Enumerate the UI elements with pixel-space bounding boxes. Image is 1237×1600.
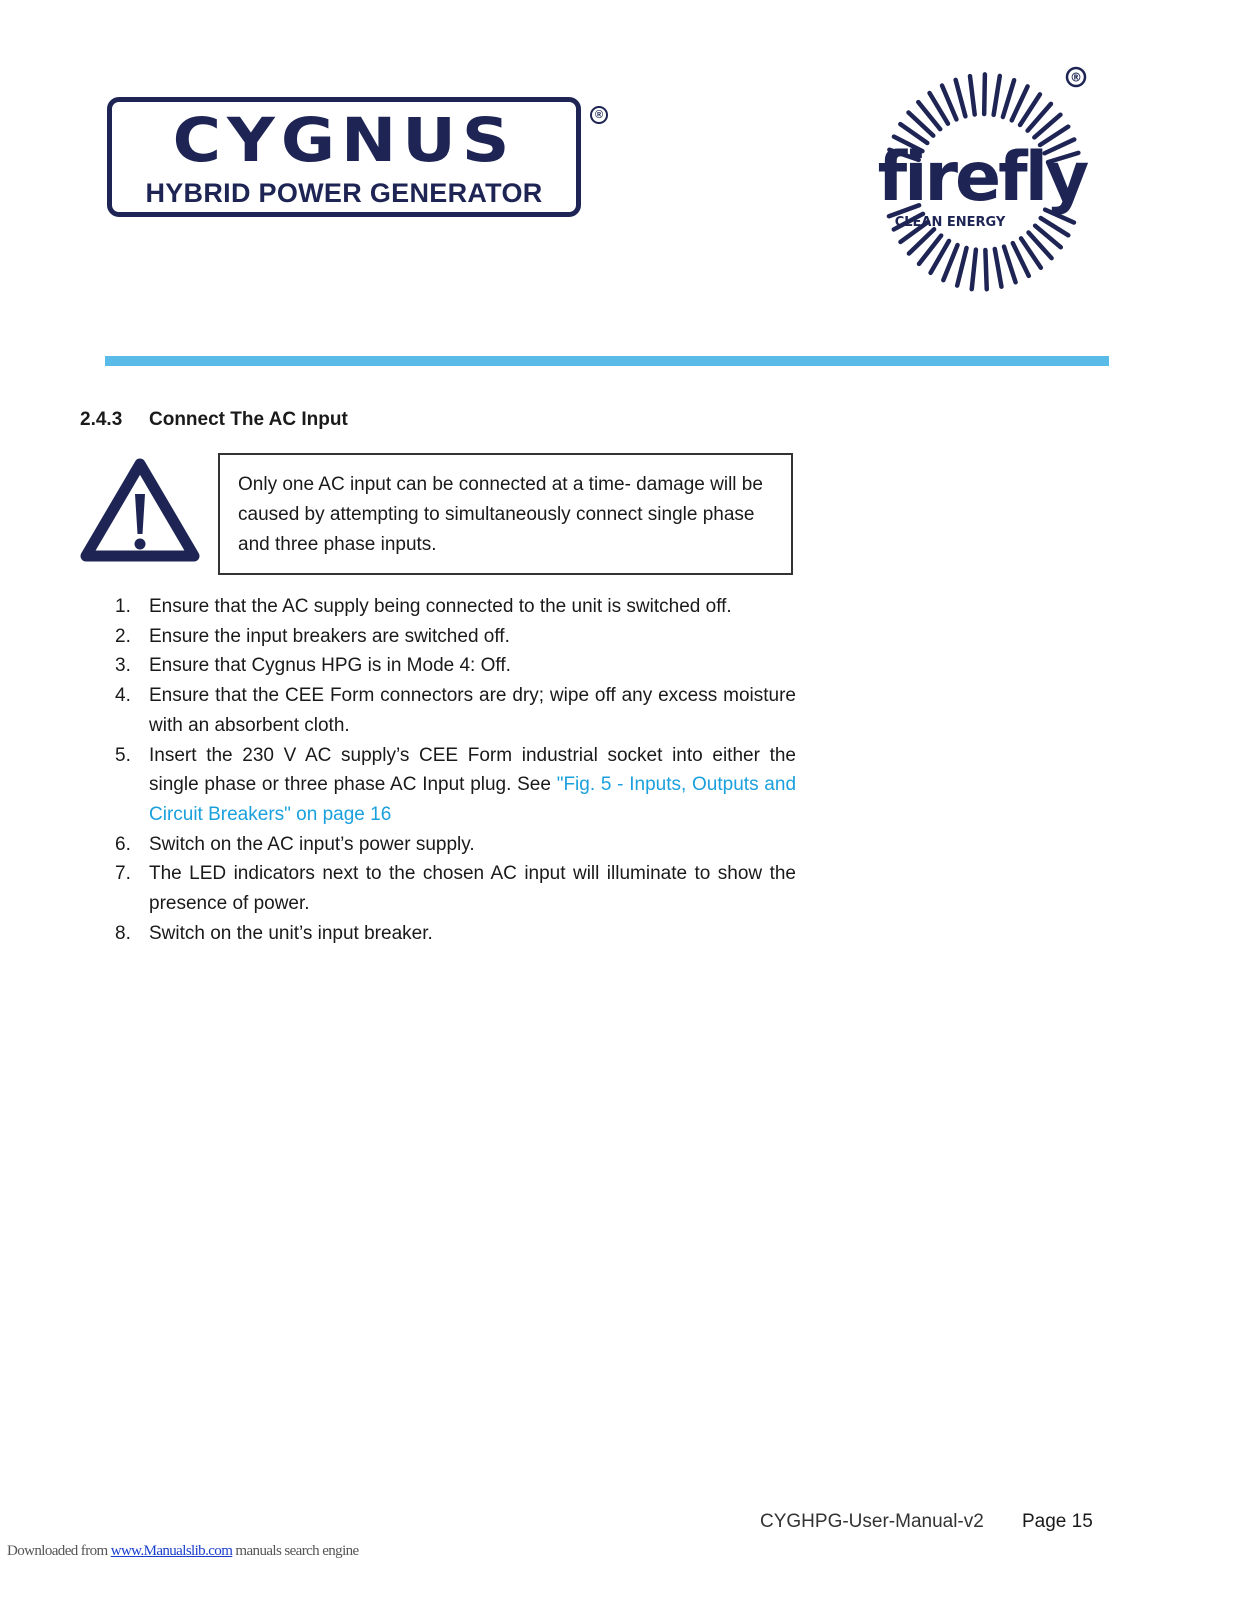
list-item — [115, 622, 796, 652]
list-item — [115, 830, 796, 860]
cygnus-logo-subtitle: HYBRID POWER GENERATOR — [145, 178, 543, 208]
section-title: Connect The AC Input — [149, 409, 348, 430]
cygnus-logo — [107, 97, 581, 217]
step-text: Insert the 230 V AC supply’s CEE Form industrial socket into either the single phase or three phase AC Input plug. See — [149, 744, 796, 796]
firefly-ray — [994, 76, 1000, 115]
manualslib-link[interactable]: www.Manualslib.com — [110, 1543, 233, 1559]
cygnus-registered-mark: ® — [590, 106, 608, 124]
step-text: Ensure that the AC supply being connected to the unit is switched off. — [149, 596, 732, 617]
step-number: 1. — [115, 596, 131, 617]
firefly-ray — [957, 248, 966, 286]
step-text: Switch on the unit’s input breaker. — [149, 922, 433, 944]
firefly-ray — [972, 250, 976, 290]
step-number: 3. — [115, 655, 131, 677]
list-item — [115, 859, 796, 918]
footer-page-number: Page 15 — [1022, 1511, 1093, 1532]
firefly-registered-mark: ® — [1070, 70, 1082, 85]
firefly-ray — [1004, 247, 1016, 283]
step-text: Ensure that Cygnus HPG is in Mode 4: Off. — [149, 655, 511, 677]
figure-cross-reference-link[interactable]: "Fig. 5 - Inputs, Outputs and Circuit Breakers" on page 16 — [149, 774, 797, 825]
steps-list — [115, 592, 796, 948]
firefly-ray — [956, 80, 966, 116]
step-number: 5. — [115, 744, 131, 766]
list-item — [115, 592, 796, 622]
firefly-ray — [984, 74, 985, 114]
step-text: Ensure the input breakers are switched off. — [149, 625, 510, 647]
step-text: Switch on the AC input’s power supply. — [149, 833, 475, 855]
cygnus-logo-word: CYGNUS — [172, 105, 516, 176]
firefly-logo-tagline: CLEAN ENERGY — [894, 215, 1006, 230]
download-note — [7, 1543, 359, 1560]
step-number: 7. — [115, 863, 131, 885]
list-item — [115, 681, 796, 740]
step-number: 2. — [115, 625, 131, 647]
step-number: 4. — [115, 685, 131, 707]
step-number: 6. — [115, 833, 131, 855]
firefly-ray — [985, 250, 986, 289]
list-item — [115, 651, 796, 681]
firefly-ray — [970, 76, 975, 114]
download-suffix: manuals search engine — [232, 1543, 359, 1559]
list-item — [115, 741, 796, 830]
step-number: 8. — [115, 922, 131, 944]
step-text: The LED indicators next to the chosen AC input will illuminate to show the presence of power. — [149, 863, 796, 915]
warning-box — [218, 453, 793, 575]
header-rule — [105, 356, 1109, 366]
download-prefix: Downloaded from — [7, 1543, 111, 1559]
step-text: Ensure that the CEE Form connectors are dry; wipe off any excess moisture with an absorbent cloth. — [149, 685, 796, 736]
list-item — [115, 919, 796, 949]
firefly-logo — [872, 60, 1094, 305]
firefly-logo-word: firefly — [877, 138, 1087, 217]
warning-text: Only one AC input can be connected at a time- damage will be caused by attempting to simultaneously connect single phase and three phase inputs. — [238, 474, 763, 555]
footer-document-name: CYGHPG-User-Manual-v2 — [760, 1511, 984, 1532]
firefly-ray — [1003, 80, 1014, 117]
warning-triangle-icon — [78, 456, 202, 566]
firefly-ray — [995, 249, 1002, 287]
section-number: 2.4.3 — [80, 409, 123, 430]
